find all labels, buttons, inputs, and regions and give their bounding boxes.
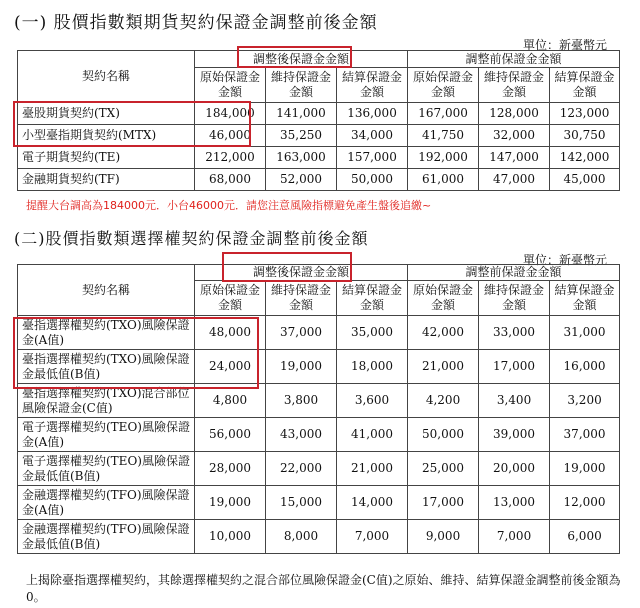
margin-value-cell: 167,000: [408, 103, 479, 125]
table-row: [18, 169, 620, 191]
margin-value-cell: 48,000: [195, 316, 266, 350]
margin-value-cell: 33,000: [479, 316, 550, 350]
margin-value-cell: 3,400: [479, 384, 550, 418]
margin-value-cell: 42,000: [408, 316, 479, 350]
margin-value-cell: 20,000: [479, 452, 550, 486]
margin-value-cell: 12,000: [550, 486, 620, 520]
highlight-box: [13, 101, 251, 147]
margin-value-cell: 52,000: [266, 169, 337, 191]
margin-value-cell: 8,000: [266, 520, 337, 554]
margin-value-cell: 142,000: [550, 147, 620, 169]
margin-value-cell: 19,000: [550, 452, 620, 486]
margin-value-cell: 13,000: [479, 486, 550, 520]
margin-value-cell: 7,000: [337, 520, 408, 554]
margin-value-cell: 28,000: [195, 452, 266, 486]
col-header: 原始保證金金額: [195, 68, 266, 103]
margin-value-cell: 35,000: [337, 316, 408, 350]
margin-value-cell: 32,000: [479, 125, 550, 147]
margin-value-cell: 18,000: [337, 350, 408, 384]
highlight-box: [13, 317, 259, 389]
contract-name-cell: 小型臺指期貨契約(MTX): [18, 125, 195, 147]
margin-value-cell: 43,000: [266, 418, 337, 452]
contract-name-header: 契約名稱: [18, 51, 195, 103]
section2-title: (二)股價指數類選擇權契約保證金調整前後金額: [14, 229, 369, 248]
table-row: [18, 520, 620, 554]
contract-name-header: 契約名稱: [18, 265, 195, 316]
margin-value-cell: 56,000: [195, 418, 266, 452]
margin-value-cell: 6,000: [550, 520, 620, 554]
margin-value-cell: 128,000: [479, 103, 550, 125]
reminder-note: 提醒大台調高為184000元．小台46000元．請您注意風險指標避免產生盤後追繳~: [26, 199, 432, 212]
contract-name-cell: 電子期貨契約(TE): [18, 147, 195, 169]
section2-unit: 單位：新臺幣元: [523, 253, 608, 267]
margin-value-cell: 17,000: [479, 350, 550, 384]
margin-value-cell: 15,000: [266, 486, 337, 520]
margin-value-cell: 157,000: [337, 147, 408, 169]
margin-value-cell: 45,000: [550, 169, 620, 191]
highlight-box: [237, 46, 352, 68]
margin-value-cell: 37,000: [550, 418, 620, 452]
margin-value-cell: 4,800: [195, 384, 266, 418]
margin-value-cell: 123,000: [550, 103, 620, 125]
margin-value-cell: 21,000: [337, 452, 408, 486]
contract-name-cell: 金融選擇權契約(TFO)風險保證金(A值): [18, 486, 195, 520]
table-row: [18, 486, 620, 520]
margin-value-cell: 163,000: [266, 147, 337, 169]
after-adjustment-header: 調整後保證金金額: [195, 51, 408, 68]
margin-value-cell: 192,000: [408, 147, 479, 169]
margin-value-cell: 25,000: [408, 452, 479, 486]
contract-name-cell: 臺指選擇權契約(TXO)風險保證金最低值(B值): [18, 350, 195, 384]
margin-value-cell: 37,000: [266, 316, 337, 350]
contract-name-cell: 金融期貨契約(TF): [18, 169, 195, 191]
col-header: 維持保證金金額: [266, 68, 337, 103]
col-header: 結算保證金金額: [337, 68, 408, 103]
margin-value-cell: 184,000: [195, 103, 266, 125]
margin-value-cell: 212,000: [195, 147, 266, 169]
col-header: 結算保證金金額: [550, 281, 620, 316]
margin-value-cell: 3,800: [266, 384, 337, 418]
margin-value-cell: 4,200: [408, 384, 479, 418]
margin-value-cell: 35,250: [266, 125, 337, 147]
margin-value-cell: 9,000: [408, 520, 479, 554]
margin-value-cell: 141,000: [266, 103, 337, 125]
margin-value-cell: 3,600: [337, 384, 408, 418]
table-row: [18, 452, 620, 486]
margin-value-cell: 22,000: [266, 452, 337, 486]
margin-value-cell: 46,000: [195, 125, 266, 147]
col-header: 原始保證金金額: [408, 281, 479, 316]
contract-name-cell: 電子選擇權契約(TEO)風險保證金(A值): [18, 418, 195, 452]
col-header: 維持保證金金額: [266, 281, 337, 316]
margin-value-cell: 31,000: [550, 316, 620, 350]
margin-value-cell: 39,000: [479, 418, 550, 452]
margin-value-cell: 50,000: [408, 418, 479, 452]
margin-value-cell: 47,000: [479, 169, 550, 191]
table-row: [18, 147, 620, 169]
margin-value-cell: 19,000: [195, 486, 266, 520]
margin-value-cell: 24,000: [195, 350, 266, 384]
section1-unit: 單位：新臺幣元: [523, 38, 608, 52]
contract-name-cell: 臺指選擇權契約(TXO)風險保證金(A值): [18, 316, 195, 350]
col-header: 原始保證金金額: [195, 281, 266, 316]
col-header: 維持保證金金額: [479, 281, 550, 316]
before-adjustment-header: 調整前保證金金額: [408, 265, 620, 281]
margin-value-cell: 147,000: [479, 147, 550, 169]
margin-value-cell: 7,000: [479, 520, 550, 554]
before-adjustment-header: 調整前保證金金額: [408, 51, 620, 68]
margin-value-cell: 50,000: [337, 169, 408, 191]
margin-value-cell: 3,200: [550, 384, 620, 418]
margin-value-cell: 34,000: [337, 125, 408, 147]
margin-value-cell: 21,000: [408, 350, 479, 384]
after-adjustment-header: 調整後保證金金額: [195, 265, 408, 281]
margin-value-cell: 41,750: [408, 125, 479, 147]
margin-value-cell: 14,000: [337, 486, 408, 520]
contract-name-cell: 臺股期貨契約(TX): [18, 103, 195, 125]
margin-value-cell: 30,750: [550, 125, 620, 147]
margin-value-cell: 41,000: [337, 418, 408, 452]
contract-name-cell: 臺指選擇權契約(TXO)混合部位風險保證金(C值): [18, 384, 195, 418]
margin-value-cell: 17,000: [408, 486, 479, 520]
contract-name-cell: 金融選擇權契約(TFO)風險保證金最低值(B值): [18, 520, 195, 554]
options-margin-table: [17, 264, 620, 554]
margin-value-cell: 61,000: [408, 169, 479, 191]
margin-value-cell: 68,000: [195, 169, 266, 191]
margin-value-cell: 16,000: [550, 350, 620, 384]
col-header: 維持保證金金額: [479, 68, 550, 103]
footnote: 上揭除臺指選擇權契約，其餘選擇權契約之混合部位風險保證金(C值)之原始、維持、結算保證金調整前後金額為0。: [26, 573, 621, 604]
col-header: 原始保證金金額: [408, 68, 479, 103]
section1-title: (一) 股價指數類期貨契約保證金調整前後金額: [14, 13, 378, 33]
margin-value-cell: 136,000: [337, 103, 408, 125]
margin-value-cell: 10,000: [195, 520, 266, 554]
col-header: 結算保證金金額: [550, 68, 620, 103]
contract-name-cell: 電子選擇權契約(TEO)風險保證金最低值(B值): [18, 452, 195, 486]
table-row: [18, 418, 620, 452]
margin-value-cell: 19,000: [266, 350, 337, 384]
col-header: 結算保證金金額: [337, 281, 408, 316]
highlight-box: [222, 252, 352, 282]
